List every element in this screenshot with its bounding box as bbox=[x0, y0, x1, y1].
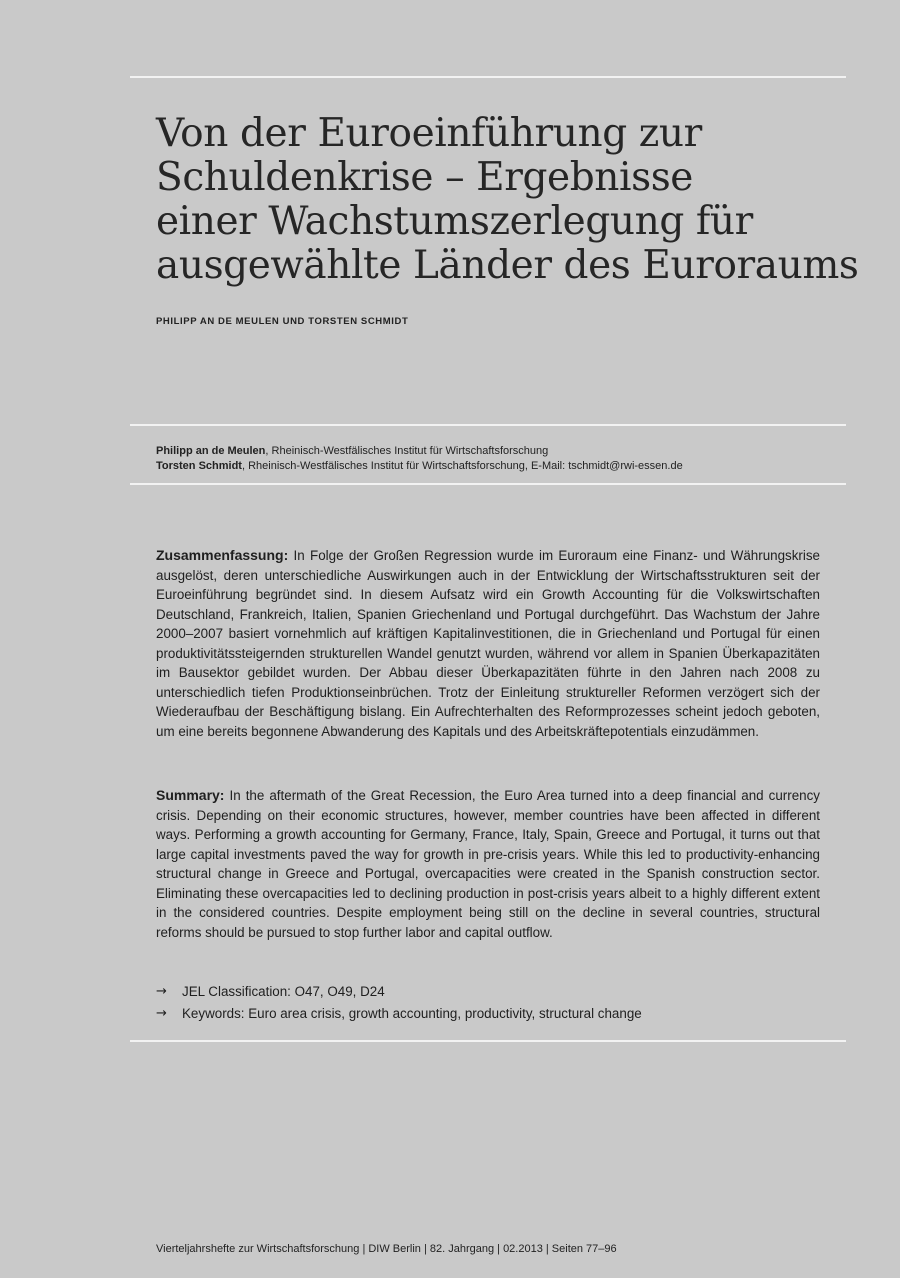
arrow-right-icon: → bbox=[156, 1006, 167, 1021]
title-line: Von der Euroeinführung zur bbox=[156, 111, 702, 156]
jel-text: JEL Classification: O47, O49, D24 bbox=[182, 984, 385, 999]
abstract-german-text: In Folge der Großen Regression wurde im Euroraum eine Finanz- und Währungskrise ausgelöst, deren unterschiedliche Auswirkungen auch in der Entwicklung der Wirtschaftsstrukturen seit der Euroeinführung begründet sind. In diesem Aufsatz wird ein Growth Accounting für die Volkswirtschaften Deutschland, Frankreich, Italien, Spanien Griechenland und Portugal durchgeführt. Das Wachstum der Jahre 2000–2007 basiert vornehmlich auf kräftigen Kapitalinvestitionen, die in Griechenland und Portugal für einen produktivitätssteigernden strukturellen Wandel genutzt wurden, während vor allem in Spanien Überkapazitäten im Bausektor gebildet wurden. Der Abbau dieser Überkapazitäten führte in den Jahren nach 2008 zu unterschiedlich tiefen Produktionseinbrüchen. Trotz der Einleitung struktureller Reformen verzögert sich der Wiederaufbau der Beschäftigung bislang. Ein Aufrechterhalten des Reformprozesses scheint jedoch geboten, um eine bereits begonnene Abwanderung des Kapitals und des Arbeitskräftepotentials einzudämmen. bbox=[156, 548, 820, 739]
article-title bbox=[156, 111, 859, 288]
abstract-english-text: In the aftermath of the Great Recession, the Euro Area turned into a deep financial and currency crisis. Depending on their economic structures, however, member countries have been affected in different ways. Performing a growth accounting for Germany, France, Italy, Spain, Greece and Portugal, it turns out that large capital investments paved the way for growth in pre-crisis years. While this led to productivity-enhancing structural change in Greece and Portugal, overcapacities were created in the Spanish construction sector. Eliminating these overcapacities led to declining production in post-crisis years albeit to a highly different extent in the considered countries. Despite employment being still on the decline in several countries, structural reforms should be pursued to stop further labor and capital outflow. bbox=[156, 788, 820, 940]
abstract-german-label: Zusammenfassung: bbox=[156, 547, 289, 563]
author-name: Philipp an de Meulen bbox=[156, 445, 266, 457]
bottom-rule bbox=[130, 1040, 846, 1042]
keywords bbox=[156, 1003, 642, 1025]
arrow-right-icon: → bbox=[156, 984, 167, 999]
author-affiliation: , Rheinisch-Westfälisches Institut für Wirtschaftsforschung bbox=[265, 445, 549, 457]
authors-line: PHILIPP AN DE MEULEN UND TORSTEN SCHMIDT bbox=[156, 316, 409, 327]
affiliations bbox=[156, 444, 846, 474]
affiliation-bottom-rule bbox=[130, 483, 846, 485]
title-line: ausgewählte Länder des Euroraums bbox=[156, 243, 859, 288]
title-line: einer Wachstumszerlegung für bbox=[156, 199, 753, 244]
abstract-german bbox=[156, 546, 820, 741]
author-affiliation: , Rheinisch-Westfälisches Institut für Wirtschaftsforschung, E-Mail: tschmidt@rwi-essen.de bbox=[241, 460, 683, 472]
jel-classification bbox=[156, 981, 642, 1003]
keywords-text: Keywords: Euro area crisis, growth accounting, productivity, structural change bbox=[182, 1006, 642, 1021]
abstract-english-label: Summary: bbox=[156, 787, 225, 803]
abstract-english bbox=[156, 786, 820, 942]
classification-block bbox=[156, 981, 642, 1025]
affiliation-top-rule bbox=[130, 424, 846, 426]
page-footer: Vierteljahrshefte zur Wirtschaftsforschung | DIW Berlin | 82. Jahrgang | 02.2013 | Seiten 77–96 bbox=[156, 1243, 617, 1255]
title-line: Schuldenkrise – Ergebnisse bbox=[156, 155, 693, 200]
affiliation-2 bbox=[156, 459, 846, 474]
affiliation-1 bbox=[156, 444, 846, 459]
author-name: Torsten Schmidt bbox=[156, 460, 242, 472]
top-rule bbox=[130, 76, 846, 78]
